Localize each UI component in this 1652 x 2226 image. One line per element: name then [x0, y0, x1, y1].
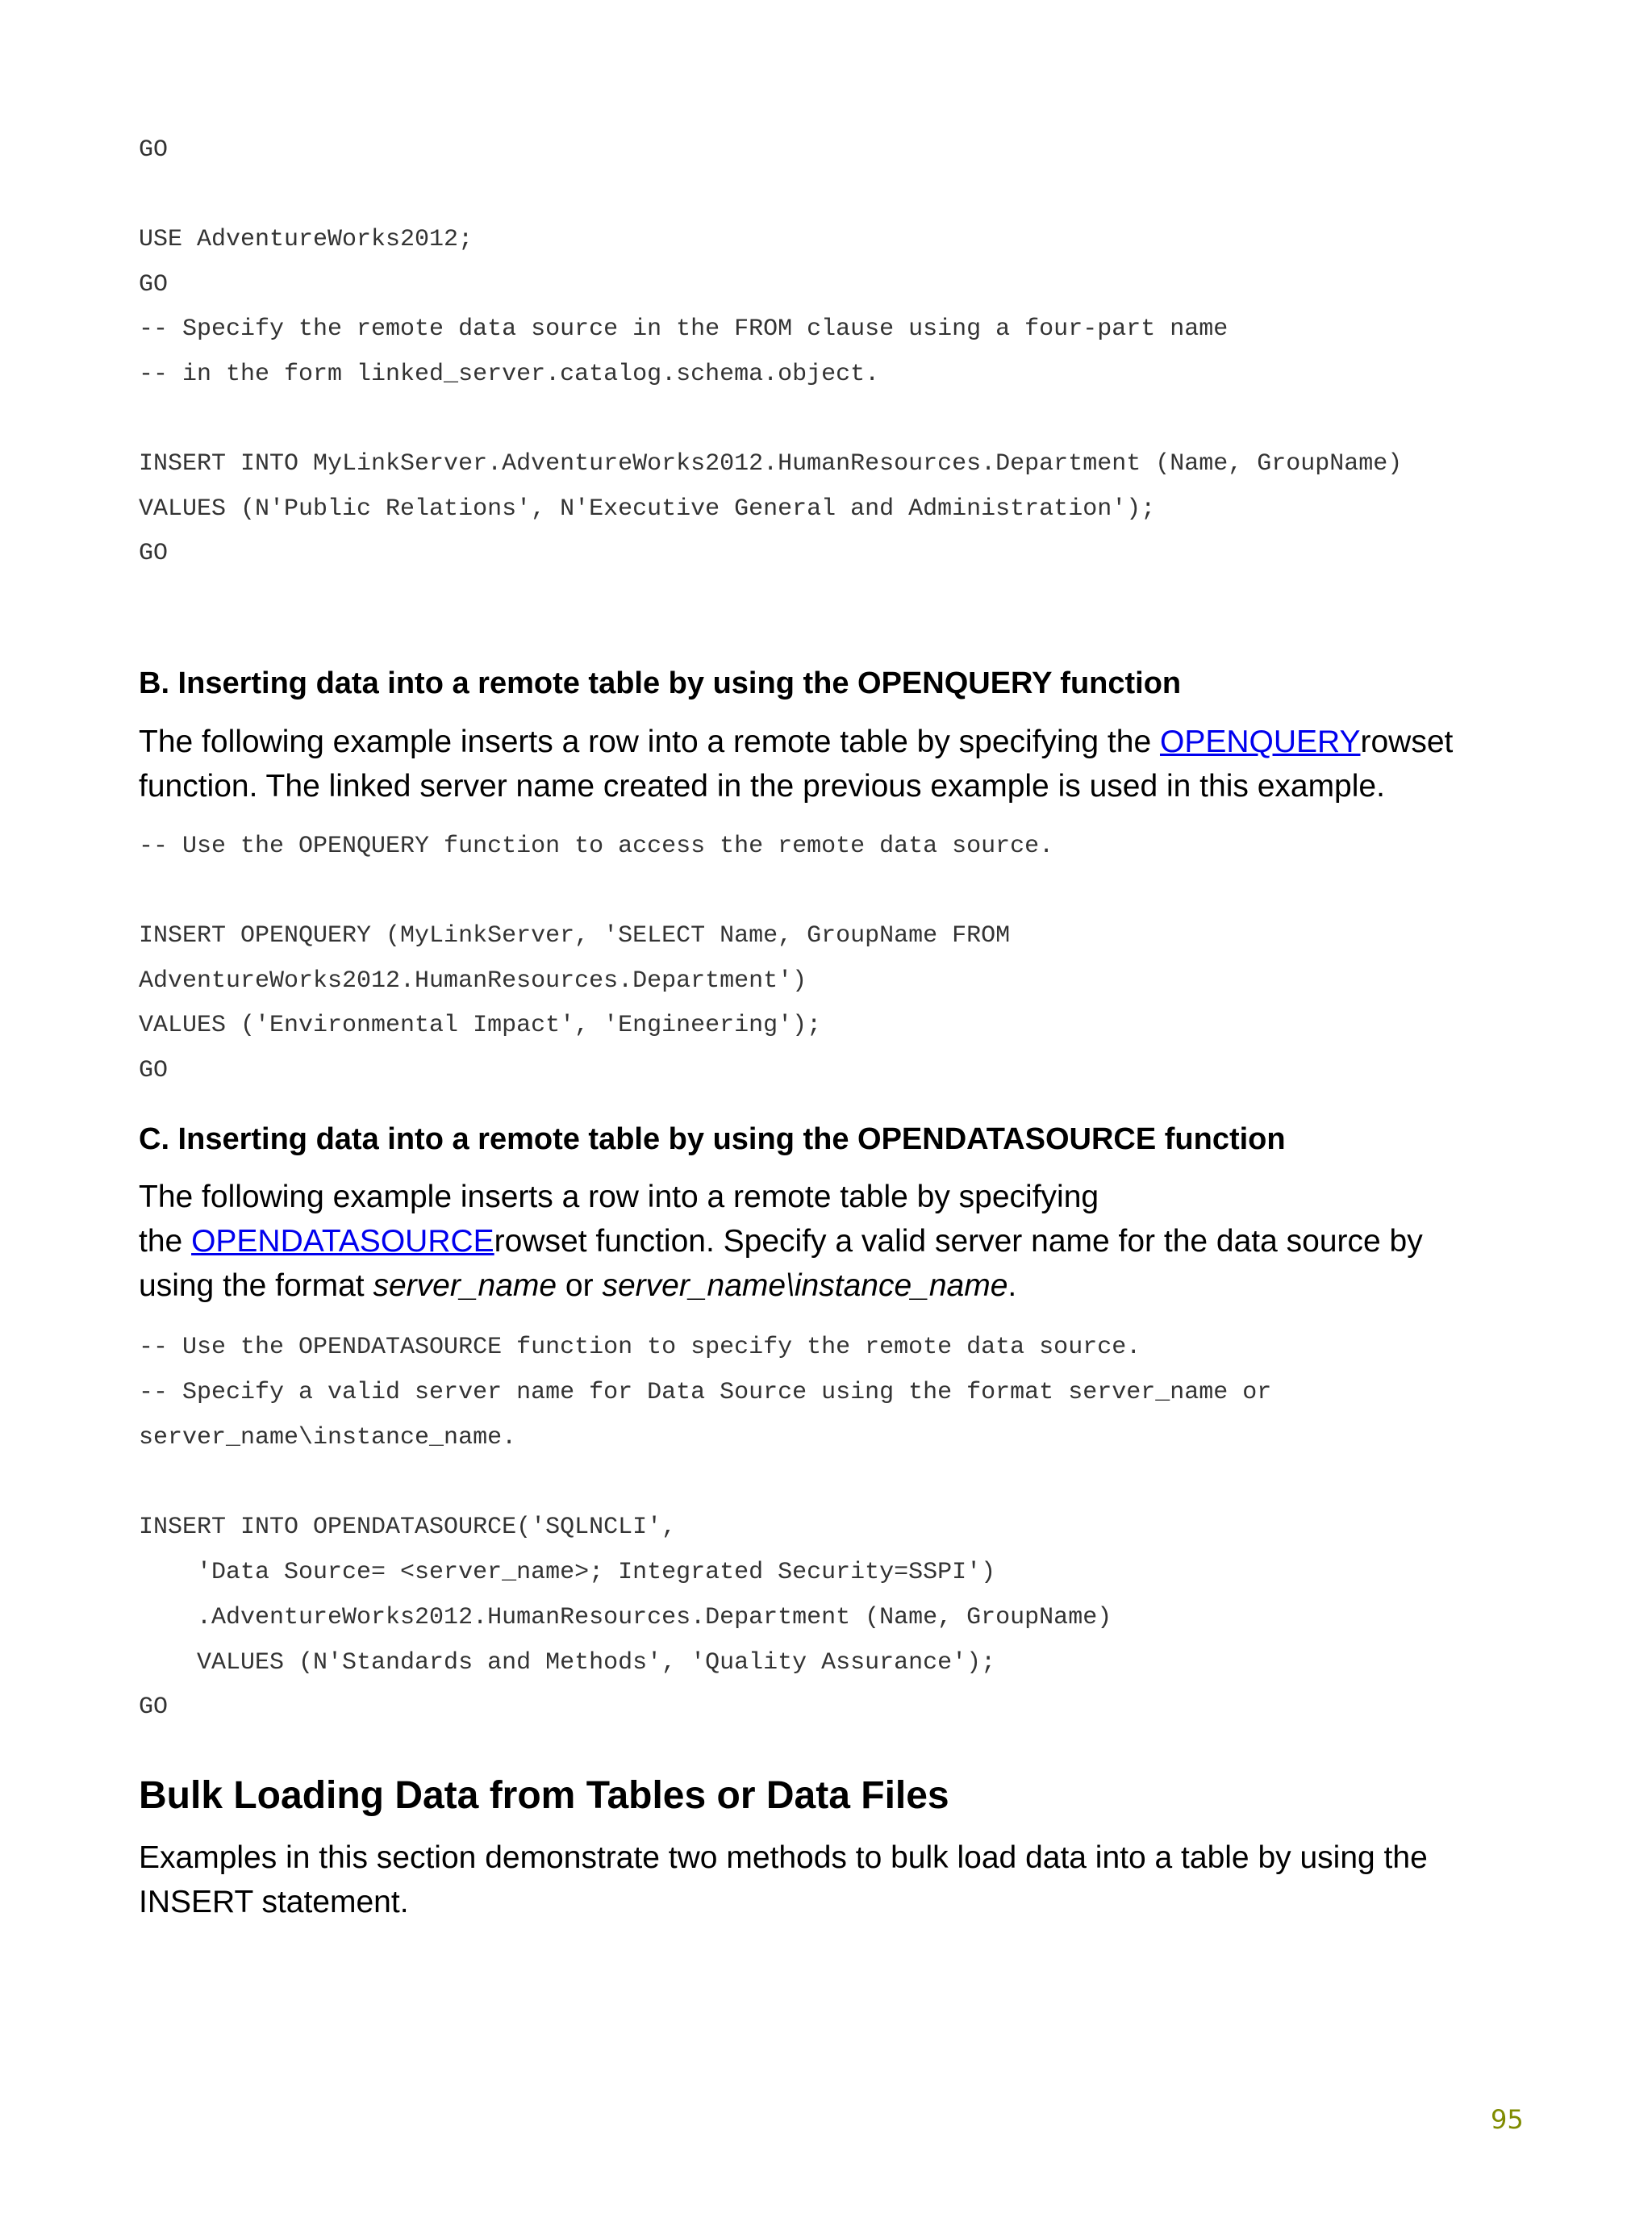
code-line: GO [139, 1694, 169, 1722]
code-line: .AdventureWorks2012.HumanResources.Department (Name, GroupName) [139, 1603, 1112, 1631]
code-line: USE AdventureWorks2012; [139, 226, 473, 254]
code-line: INSERT INTO OPENDATASOURCE('SQLNCLI', [139, 1514, 677, 1542]
code-line: VALUES (N'Public Relations', N'Executive General and Administration'); [139, 495, 1156, 523]
code-line: -- Specify a valid server name for Data Source using the format server_name or [139, 1378, 1272, 1406]
code-line: 'Data Source= <server_name>; Integrated Security=SSPI') [139, 1558, 996, 1586]
code-line: -- Specify the remote data source in the FROM clause using a four-part name [139, 315, 1229, 344]
code-line: INSERT INTO MyLinkServer.AdventureWorks2012.HumanResources.Department (Name, GroupName) [139, 450, 1403, 478]
code-line: VALUES ('Environmental Impact', 'Engineering'); [139, 1012, 822, 1040]
opendatasource-link[interactable]: OPENDATASOURCE [191, 1224, 494, 1259]
bulk-loading-paragraph: Examples in this section demonstrate two methods to bulk load data into a table by using the INSERT statement. [139, 1840, 1428, 1919]
code-block-opendatasource [139, 1326, 1271, 1731]
code-block-1 [139, 128, 1402, 577]
section-b-heading: B. Inserting data into a remote table by using the OPENQUERY function [139, 666, 1182, 700]
code-line: -- Use the OPENDATASOURCE function to specify the remote data source. [139, 1334, 1141, 1361]
section-c-heading: C. Inserting data into a remote table by using the OPENDATASOURCE function [139, 1122, 1286, 1156]
code-line: -- in the form linked_server.catalog.schema.object. [139, 360, 880, 388]
code-line: GO [139, 136, 169, 164]
code-block-openquery [139, 825, 1053, 1094]
code-line: INSERT OPENQUERY (MyLinkServer, 'SELECT Name, GroupName FROM [139, 922, 1011, 950]
page-number: 95 [1491, 2104, 1524, 2135]
code-line: -- Use the OPENQUERY function to access the remote data source. [139, 833, 1054, 860]
code-line: AdventureWorks2012.HumanResources.Department') [139, 967, 807, 995]
openquery-link[interactable]: OPENQUERY [1159, 725, 1361, 759]
code-line: GO [139, 270, 169, 299]
code-line: GO [139, 1056, 169, 1084]
code-line: server_name\instance_name. [139, 1423, 517, 1451]
section-c-paragraph: The following example inserts a row into a remote table by specifying the OPENDATASOURCErowset function. Specify a valid server name for the data source by using the format server_name or server_name\instance_name. [139, 1180, 1423, 1303]
section-b-paragraph: The following example inserts a row into a remote table by specifying the OPENQUERYrowset function. The linked server name created in the previous example is used in this example. [139, 725, 1454, 804]
code-line: VALUES (N'Standards and Methods', 'Quality Assurance'); [139, 1648, 996, 1677]
code-line: GO [139, 540, 169, 568]
bulk-loading-heading: Bulk Loading Data from Tables or Data Files [139, 1774, 949, 1817]
